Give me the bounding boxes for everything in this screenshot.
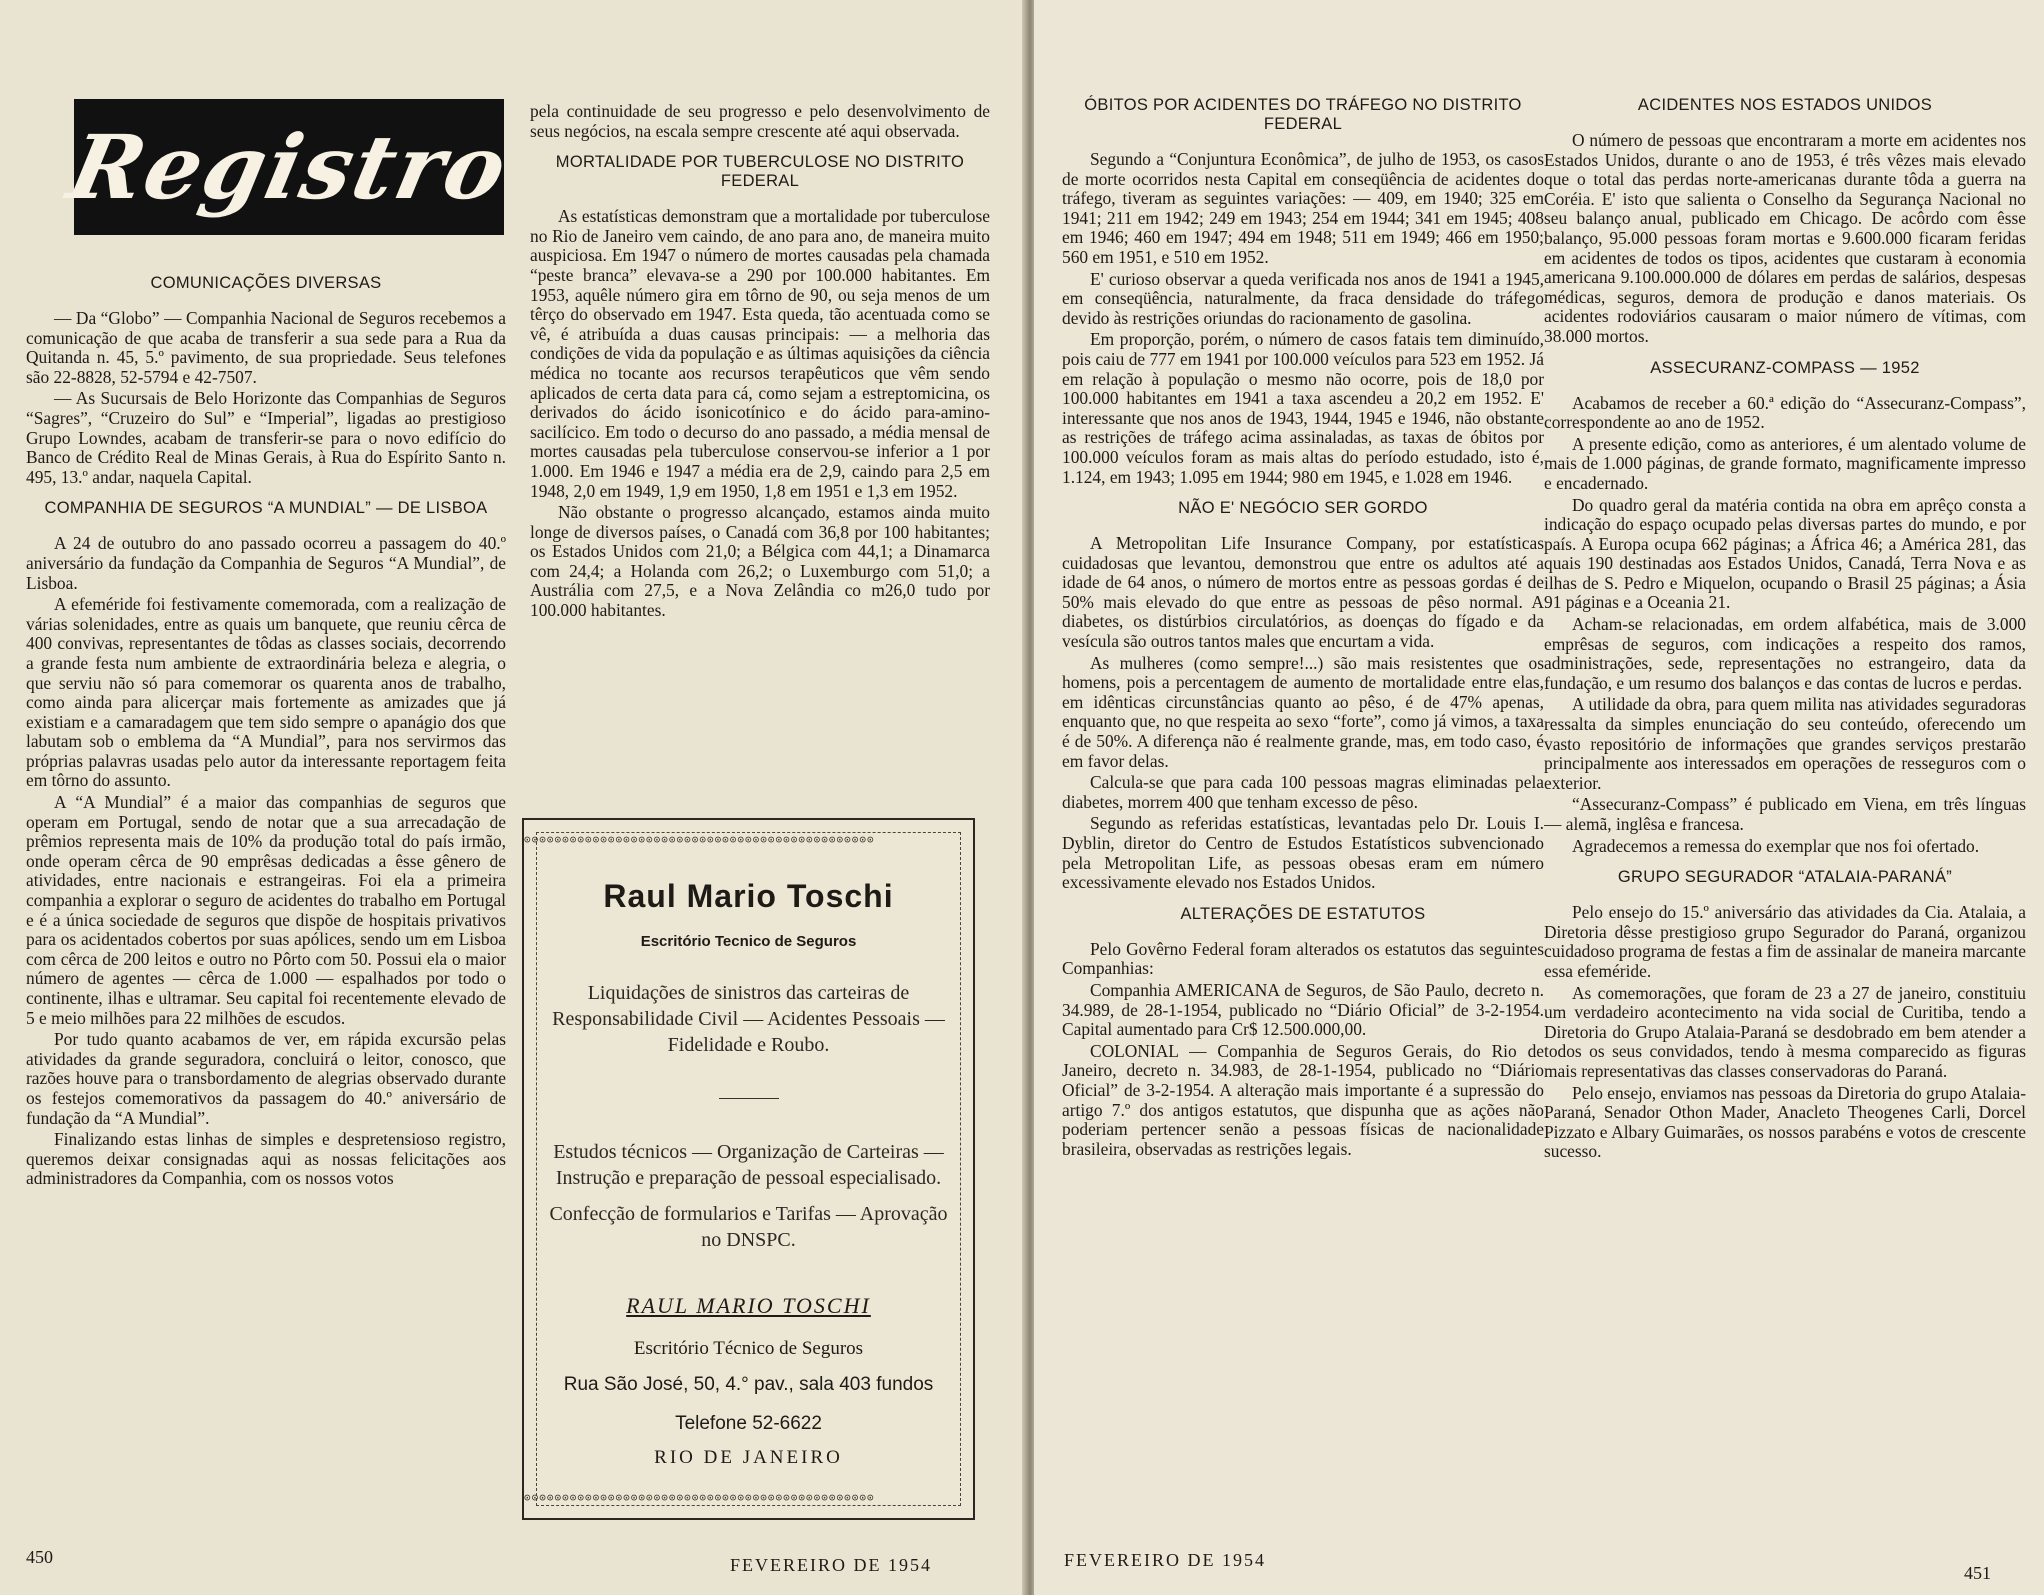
ad-subtitle: Escritório Tecnico de Seguros: [640, 933, 857, 950]
paragraph: Segundo as referidas estatísticas, levantadas pelo Dr. Louis I. Dyblin, diretor do Centro de Estudos Estatísticos subvencionado pela Metropolitan Life, as pessoas obesas eram em número excessivamente elevado nos Estados Unidos.: [1062, 813, 1544, 893]
paragraph: pela continuidade de seu progresso e pelo desenvolvimento de seus negócios, na escala sempre crescente até aqui observada.: [530, 102, 990, 141]
paragraph: Por tudo quanto acabamos de ver, em rápida excursão pelas atividades da grande seguradora, concluirá o leitor, conosco, que razões houve para o transbordamento de alegrias observado durante os festejos comemorativos da passagem do 40.º aniversário de fundação da “A Mundial”.: [26, 1029, 506, 1128]
section-heading: MORTALIDADE POR TUBERCULOSE NO DISTRITO FEDERAL: [555, 153, 965, 191]
paragraph: Agradecemos a remessa do exemplar que nos foi ofertado.: [1572, 835, 1980, 856]
section-heading: GRUPO SEGURADOR “ATALAIA-PARANÁ”: [1617, 868, 1953, 887]
right-column-1: [1062, 84, 1544, 1544]
paragraph: Acham-se relacionadas, em ordem alfabética, mais de 3.000 emprêsas de seguros, com indicações a respeito dos ramos, administrações, sede, representações no estrangeiro, data da fundação, e um resumo dos balanços e das contas de lucros e perdas.: [1544, 614, 2026, 693]
left-column-1: [26, 262, 506, 1532]
left-column-2: [530, 102, 990, 802]
logo-text: Registro: [60, 115, 518, 219]
paragraph: “Assecuranz-Compass” é publicado em Viena, em três línguas — alemã, inglêsa e francesa.: [1544, 794, 2026, 834]
paragraph: E' curioso observar a queda verificada nos anos de 1941 a 1945, em conseqüência, naturalmente, da fraca densidade do tráfego devido às restrições oriundas do racionamento de gasolina.: [1062, 268, 1544, 328]
section-heading: ALTERAÇÕES DE ESTATUTOS: [1180, 904, 1426, 923]
ad-address: Rua São José, 50, 4.° pav., sala 403 fundos: [563, 1374, 934, 1395]
ad-services-1: Liquidações de sinistros das carteiras de Responsabilidade Civil — Acidentes Pessoais — Fidelidade e Roubo.: [552, 982, 945, 1056]
paragraph: Companhia AMERICANA de Seguros, de São Paulo, decreto n. 34.989, de 28-1-1954, publicado no “Diário Oficial” de 3-2-1954. Capital aumentado para Cr$ 12.500.000,00.: [1062, 979, 1544, 1040]
paragraph: — Da “Globo” — Companhia Nacional de Seguros recebemos a comunicação de que acaba de transferir a sua sede para a Rua da Quitanda n. 45, 5.º pavimento, de sua propriedade. Seus telefones são 22-8828, 52-5794 e 42-7507.: [26, 308, 506, 387]
paragraph: Calcula-se que para cada 100 pessoas magras eliminadas pela diabetes, morrem 400 que tenham excesso de pêso.: [1062, 772, 1544, 812]
ad-signature: RAUL MARIO TOSCHI: [626, 1293, 871, 1318]
ad-border-top: ⊙⊙⊙⊙⊙⊙⊙⊙⊙⊙⊙⊙⊙⊙⊙⊙⊙⊙⊙⊙⊙⊙⊙⊙⊙⊙⊙⊙⊙⊙⊙⊙⊙⊙⊙⊙⊙⊙⊙⊙⊙⊙⊙⊙⊙⊙: [524, 834, 875, 846]
page-number-left: 450: [26, 1547, 53, 1567]
section-heading: COMUNICAÇÕES DIVERSAS: [150, 274, 382, 292]
right-column-2: [1544, 84, 2026, 1544]
paragraph: Não obstante o progresso alcançado, estamos ainda muito longe de diversos países, o Canadá com 36,8 por 100 habitantes; os Estados Unidos com 21,0; a Bélgica com 44,1; a Dinamarca com 24,4; a Holanda com 26,2; o Luxemburgo com 51,0; a Austrália com 27,5, e a Nova Zelândia co m26,0 tudo por 100.000 habitantes.: [530, 502, 990, 621]
registro-logo: [60, 99, 518, 235]
paragraph: As estatísticas demonstram que a mortalidade por tuberculose no Rio de Janeiro vem caindo, de ano para ano, de maneira muito auspiciosa. Em 1947 o número de mortes causadas pela chamada “peste branca” elevava-se a 290 por 100.000 habitantes. Em 1953, aquêle número gira em tôrno de 90, ou seja menos de um têrço do observado em 1947. Esta queda, tão acentuada como se vê, é atribuída a duas causas principais: — a melhoria das condições de vida da população e as últimas aquisições da ciência médica no tocante aos recursos terapêuticos que vêm sendo aplicados de certa data para cá, como sejam a estreptomicina, os derivados do ácido isonicotínico e do ácido para-amino-sacilícico. Em todo o decurso do ano passado, a média mensal de mortes causadas pela tuberculose conservou-se inferior a 1 por 1.000. Em 1946 e 1947 a média era de 2,9, caindo para 2,5 em 1948, 2,0 em 1949, 1,9 em 1950, 1,8 em 1951 e 1,3 em 1952.: [530, 206, 990, 501]
ad-services-2: Estudos técnicos — Organização de Carteiras — Instrução e preparação de pessoal especialisado.: [553, 1141, 944, 1189]
page-number-right: 451: [1964, 1563, 1991, 1583]
section-heading: ÓBITOS POR ACIDENTES DO TRÁFEGO NO DISTRITO FEDERAL: [1084, 96, 1522, 133]
paragraph: As mulheres (como sempre!...) são mais resistentes que os homens, pois a percentagem de aumento de mortalidade entre elas, em idênticas circunstâncias quanto ao pêso, é de 47% apenas, enquanto que, no que respeita ao sexo “forte”, como já vimos, a taxa é de 50%. A diferença não é realmente grande, mas, em todo caso, é em favor delas.: [1062, 652, 1544, 771]
ad-title: Raul Mario Toschi: [603, 878, 894, 914]
paragraph: COLONIAL — Companhia de Seguros Gerais, do Rio de Janeiro, decreto n. 34.983, de 28-1-1954, publicado no “Diário Oficial” de 3-2-1954. A alteração mais importante é a supressão do artigo 7.º dos antigos estatutos, que dispunha que as ações não poderiam pertencer senão a pessoas físicas de nacionalidade brasileira, observadas as restrições legais.: [1062, 1040, 1544, 1159]
paragraph: Do quadro geral da matéria contida na obra em aprêço consta a indicação do espaço ocupado pelas diversas partes do mundo, e por país. A Europa ocupa 662 páginas; a África 46; a América 281, das quais 190 destinadas aos Estados Unidos, Canadá, Terra Nova e as ilhas de S. Pedro e Miquelon, ocupando o Brasil 25 páginas; a Ásia 91 páginas e a Oceania 21.: [1544, 494, 2026, 613]
paragraph: Pelo ensejo, enviamos nas pessoas da Diretoria do grupo Atalaia-Paraná, Senador Othon Mader, Anacleto Theogenes Carli, Dorcel Pizzato e Albary Guimarães, os nossos parabéns e votos de crescente sucesso.: [1544, 1082, 2026, 1162]
ad-phone: Telefone 52-6622: [675, 1413, 822, 1434]
ad-divider: [719, 1098, 779, 1099]
paragraph: A presente edição, como as anteriores, é um alentado volume de mais de 1.000 páginas, de grande formato, magnificamente impresso e encadernado.: [1544, 433, 2026, 493]
paragraph: Segundo a “Conjuntura Econômica”, de julho de 1953, os casos de morte ocorridos nesta Capital em conseqüência de acidentes do tráfego, tiveram as seguintes variações: — 409, em 1940; 325 em 1941; 211 em 1942; 249 em 1943; 254 em 1944; 341 em 1945; 408 em 1946; 460 em 1947; 494 em 1948; 511 em 1949; 466 em 1950; 560 em 1951, e 510 em 1952.: [1062, 149, 1544, 267]
paragraph: — As Sucursais de Belo Horizonte das Companhias de Seguros “Sagres”, “Cruzeiro do Sul” e “Imperial”, ligadas ao prestigioso Grupo Lowndes, acabam de transferir-se para o novo edifício do Banco de Crédito Real de Minas Gerais, à Rua do Espírito Santo n. 495, 13.º andar, naquela Capital.: [26, 388, 506, 487]
paragraph: Acabamos de receber a 60.ª edição do “Assecuranz-Compass”, correspondente ao ano de 1952.: [1544, 392, 2026, 433]
paragraph: Em proporção, porém, o número de casos fatais tem diminuído, pois caiu de 777 em 1941 por 100.000 veículos para 523 em 1952. Já em relação à população o mesmo não ocorre, pois de 18,0 por 100.000 habitantes em 1941 a taxa ascendeu a 20,2 em 1952. E' interessante que nos anos de 1943, 1944, 1945 e 1946, não obstante as restrições de tráfego acima assinaladas, as taxas de óbitos por 100.000 veículos foram as mais altas do período estudado, isto é, 1.124, em 1943; 1.095 em 1944; 980 em 1945, e 1.028 em 1946.: [1062, 329, 1544, 487]
paragraph: A “A Mundial” é a maior das companhias de seguros que operam em Portugal, sendo de notar que a sua arrecadação de prêmios representa mais de 10% da produção total do país irmão, onde operam cêrca de 90 emprêsas dedicadas a êsse gênero de atividades, entre nacionais e estrangeiras. Foi ela a primeira companhia a explorar o seguro de acidentes do trabalho em Portugal e é a única sociedade de seguros que dispõe de hospitais privativos para os acidentados cobertos por suas apólices, sendo um em Lisboa com cêrca de 200 leitos e outro no Pôrto com 50. Possui ela o maior número de agentes — cêrca de 1.000 — espalhados por todo o continente, ilhas e ultramar. Seu capital foi recentemente elevado de 5 e meio milhões para 22 milhões de escudos.: [26, 792, 506, 1028]
paragraph: A 24 de outubro do ano passado ocorreu a passagem do 40.º aniversário da fundação da Companhia de Seguros “A Mundial”, de Lisboa.: [26, 533, 506, 593]
footer-date-left: FEVEREIRO DE 1954: [730, 1555, 932, 1575]
paragraph: Finalizando estas linhas de simples e despretensioso registro, queremos deixar consignadas aqui as nossas felicitações aos administradores da Companhia, com os nossos votos: [26, 1129, 506, 1189]
paragraph: Pelo ensejo do 15.º aniversário das atividades da Cia. Atalaia, a Diretoria dêsse prestigioso grupo Segurador do Paraná, organizou cuidadoso programa de festas a fim de assinalar de maneira marcante essa efeméride.: [1544, 902, 2026, 981]
paragraph: A utilidade da obra, para quem milita nas atividades seguradoras ressalta da simples enunciação do seu conteúdo, oferecendo um vasto repositório de informações que grandes serviços prestarão principalmente aos interessados em operações de resseguros com o exterior.: [1544, 694, 2026, 793]
ad-city: RIO DE JANEIRO: [654, 1447, 843, 1468]
toschi-advertisement: [522, 818, 975, 1520]
section-heading: ACIDENTES NOS ESTADOS UNIDOS: [1637, 96, 1933, 114]
section-heading: COMPANHIA DE SEGUROS “A MUNDIAL” — DE LISBOA: [44, 499, 488, 518]
section-heading: NÃO E' NEGÓCIO SER GORDO: [1178, 499, 1428, 518]
section-heading: ASSECURANZ-COMPASS — 1952: [1650, 358, 1920, 377]
ad-office: Escritório Técnico de Seguros: [633, 1338, 864, 1359]
paragraph: A efeméride foi festivamente comemorada, com a realização de várias solenidades, entre as quais um banquete, que reuniu cêrca de 400 convivas, representantes de tôdas as classes sociais, decorrendo a grande festa num ambiente de extraordinária beleza e alegria, o que serviu não só para comemorar os quarenta anos de trabalho, como ainda para alicerçar mais fortemente as amizades que já existiam e a camaradagem que tem sido sempre o apanágio dos que labutam sob o emblema da “A Mundial”, para nos servirmos das próprias palavras usadas pelo autor da interessante reportagem feita em tôrno do assunto.: [26, 594, 506, 791]
right-page: [1034, 0, 2044, 1595]
paragraph: Pelo Govêrno Federal foram alterados os estatutos das seguintes Companhias:: [1062, 938, 1544, 979]
paragraph: As comemorações, que foram de 23 a 27 de janeiro, constituiu um verdadeiro acontecimento na vida social de Curitiba, tendo a Diretoria do Grupo Atalaia-Paraná se desdobrado em bem atender a todos os seus convidados, tendo à mesma comparecido as figuras mais representativas das classes conservadoras do Paraná.: [1544, 982, 2026, 1081]
ad-services-3: Confecção de formularios e Tarifas — Aprovação no DNSPC.: [549, 1203, 948, 1251]
ad-border-bottom: ⊙⊙⊙⊙⊙⊙⊙⊙⊙⊙⊙⊙⊙⊙⊙⊙⊙⊙⊙⊙⊙⊙⊙⊙⊙⊙⊙⊙⊙⊙⊙⊙⊙⊙⊙⊙⊙⊙⊙⊙⊙⊙⊙⊙⊙⊙: [524, 1492, 875, 1504]
paragraph: O número de pessoas que encontraram a morte em acidentes nos Estados Unidos, durante o ano de 1953, é três vêzes mais elevado que o total das perdas norte-americanas durante tôda a guerra na Coréia. E' isto que salienta o Conselho da Segurança Nacional no seu balanço anual, publicado em Chicago. De acôrdo com êsse balanço, 95.000 pessoas foram mortas e 9.600.000 ficaram feridas em acidentes de todos os tipos, acidentes que custaram à economia americana 9.100.000.000 de dólares em perdas de salários, despesas médicas, seguros, demora de produção e danos materiais. Os acidentes rodoviários causaram o maior número de vítimas, com 38.000 mortos.: [1544, 130, 2026, 346]
footer-date-right: FEVEREIRO DE 1954: [1064, 1550, 1266, 1570]
paragraph: A Metropolitan Life Insurance Company, por estatísticas cuidadosas que levantou, demonstrou que entre os adultos até a idade de 64 anos, o número de mortos entre as pessoas gordas é de 50% mais elevado do que entre as pessoas de pêso normal. A diabetes, os distúrbios circulatórios, as doenças do fígado e da vesícula são outros tantos males que encurtam a vida.: [1062, 533, 1544, 652]
